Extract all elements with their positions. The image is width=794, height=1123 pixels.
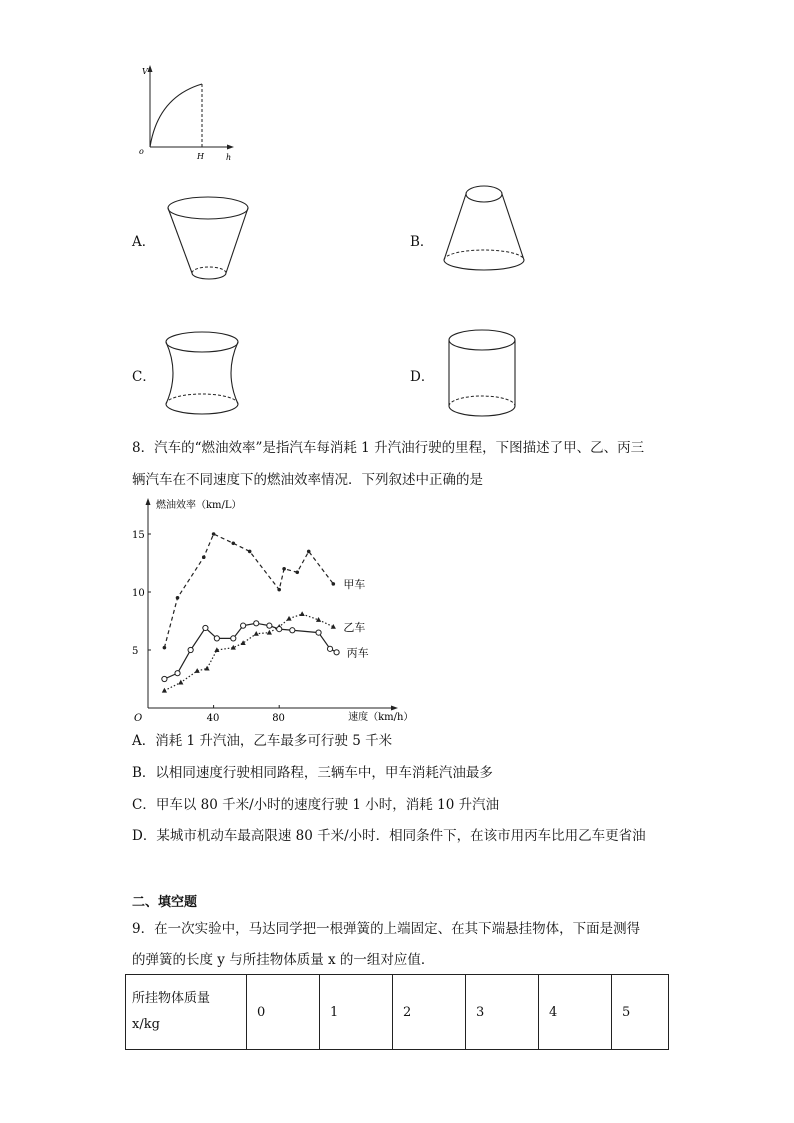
table-row <box>126 975 669 1050</box>
data-point <box>295 570 299 574</box>
waisted-cylinder-figure <box>160 328 244 420</box>
table-cell: 5 <box>612 975 669 1050</box>
data-point <box>307 550 311 554</box>
graph-origin-label: o <box>139 147 144 156</box>
data-point <box>204 666 209 671</box>
data-point <box>176 596 180 600</box>
option-b-label[interactable]: B． <box>410 234 434 250</box>
series-label: 乙车 <box>343 620 366 634</box>
graph-x-label: h <box>226 153 232 162</box>
data-point <box>212 532 216 536</box>
volume-height-graph <box>130 62 240 164</box>
x-tick-label: 80 <box>272 713 285 724</box>
data-point <box>277 588 281 592</box>
y-tick-label: 15 <box>132 530 145 541</box>
cylinder-figure <box>444 326 522 422</box>
data-point <box>188 647 193 652</box>
data-point <box>203 625 208 630</box>
q8-option-b[interactable]: B．以相同速度行驶相同路程，三辆车中，甲车消耗汽油最多 <box>132 765 493 781</box>
q8-stem-line2: 辆汽车在不同速度下的燃油效率情况．下列叙述中正确的是 <box>132 472 483 488</box>
data-point <box>231 541 235 545</box>
data-point <box>241 623 246 628</box>
data-point <box>286 616 291 621</box>
table-cell: 0 <box>247 975 320 1050</box>
data-point <box>332 582 336 586</box>
data-point <box>175 671 180 676</box>
option-c-label[interactable]: C． <box>132 369 156 385</box>
fuel-efficiency-chart <box>130 494 420 726</box>
data-point <box>282 567 286 571</box>
data-point <box>300 611 305 616</box>
data-point <box>327 646 332 651</box>
y-axis-arrow <box>146 498 151 505</box>
data-point <box>202 555 206 559</box>
x-tick-label: 40 <box>206 713 220 724</box>
data-point <box>178 680 183 685</box>
data-point <box>162 688 167 693</box>
series-label: 丙车 <box>346 646 369 660</box>
data-point <box>316 630 321 635</box>
q8-option-a[interactable]: A．消耗 1 升汽油，乙车最多可行驶 5 千米 <box>132 733 393 749</box>
y-tick-label: 5 <box>132 646 139 657</box>
data-point <box>248 550 252 554</box>
table-cell: 4 <box>539 975 612 1050</box>
truncated-cone-figure <box>440 180 530 276</box>
series-label: 甲车 <box>343 577 366 591</box>
q8-stem-line1: 8．汽车的“燃油效率”是指汽车每消耗 1 升汽油行驶的里程，下图描述了甲、乙、丙三 <box>132 440 645 456</box>
chart-y-label: 燃油效率（km/L） <box>156 500 242 511</box>
data-point <box>334 650 339 655</box>
origin-label: O <box>134 713 143 724</box>
data-point <box>277 627 282 632</box>
table-cell: 1 <box>320 975 393 1050</box>
data-point <box>241 640 246 645</box>
table-header-line2: x/kg <box>132 1017 160 1032</box>
table-header-line1: 所挂物体质量 <box>132 991 211 1006</box>
section-title: 二、填空题 <box>132 895 198 910</box>
q9-stem-line2: 的弹簧的长度 y 与所挂物体质量 x 的一组对应值． <box>132 952 435 968</box>
data-point <box>195 668 200 673</box>
data-point <box>214 636 219 641</box>
table-header-cell <box>126 975 247 1050</box>
data-point <box>163 646 167 650</box>
q9-value-table <box>125 974 669 1050</box>
data-point <box>162 676 167 681</box>
x-axis-arrow <box>391 706 398 711</box>
data-point <box>290 628 295 633</box>
inverted-truncated-cone-figure <box>162 192 254 284</box>
data-point <box>267 630 272 635</box>
data-point <box>254 631 259 636</box>
y-tick-label: 10 <box>132 588 145 599</box>
table-cell: 2 <box>393 975 466 1050</box>
data-point <box>254 621 259 626</box>
q9-stem-line1: 9．在一次实验中，马达同学把一根弹簧的上端固定、在其下端悬挂物体，下面是测得 <box>132 921 641 937</box>
option-d-label[interactable]: D． <box>410 369 435 385</box>
chart-x-label: 速度（km/h） <box>348 712 414 723</box>
option-a-label[interactable]: A． <box>132 234 156 250</box>
graph-y-label: V <box>142 67 148 76</box>
table-cell: 3 <box>466 975 539 1050</box>
graph-h-mark: H <box>197 152 204 161</box>
data-point <box>267 623 272 628</box>
q8-option-d[interactable]: D．某城市机动车最高限速 80 千米/小时．相同条件下，在该市用丙车比用乙车更省油 <box>132 828 646 844</box>
data-point <box>231 636 236 641</box>
q8-option-c[interactable]: C．甲车以 80 千米/小时的速度行驶 1 小时，消耗 10 升汽油 <box>132 797 500 813</box>
